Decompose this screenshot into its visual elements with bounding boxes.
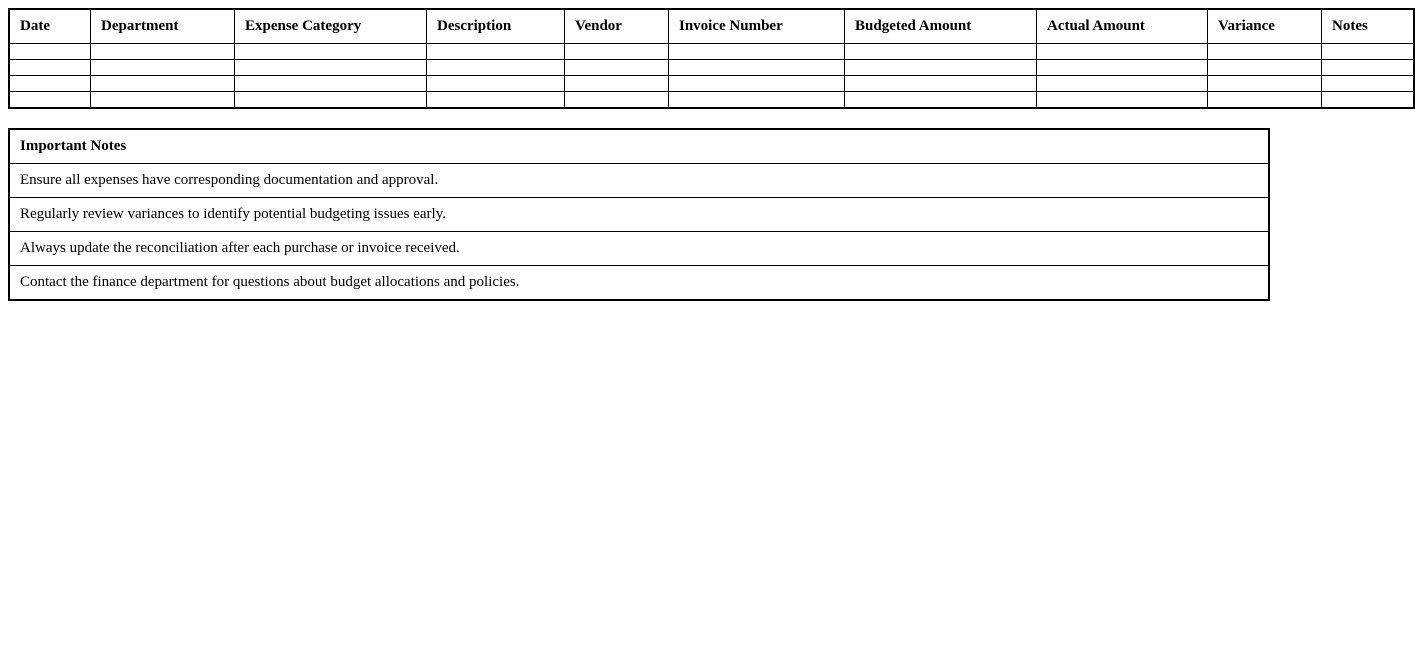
- empty-cell: [565, 60, 669, 76]
- empty-cell: [845, 60, 1037, 76]
- column-header-invoice-number: Invoice Number: [669, 9, 845, 44]
- note-row: [9, 164, 1269, 198]
- empty-cell: [91, 76, 235, 92]
- empty-cell: [1208, 76, 1322, 92]
- empty-cell: [1322, 92, 1415, 109]
- expense-table-header-row: [9, 9, 1414, 44]
- empty-cell: [669, 44, 845, 60]
- empty-cell: [91, 60, 235, 76]
- empty-cell: [235, 60, 427, 76]
- column-header-variance: Variance: [1208, 9, 1322, 44]
- empty-cell: [91, 92, 235, 109]
- column-header-department: Department: [91, 9, 235, 44]
- note-item: Regularly review variances to identify potential budgeting issues early.: [9, 198, 1269, 232]
- empty-cell: [565, 92, 669, 109]
- note-row: [9, 232, 1269, 266]
- note-row: [9, 266, 1269, 301]
- empty-cell: [1208, 92, 1322, 109]
- empty-cell: [427, 92, 565, 109]
- note-item: Contact the finance department for questions about budget allocations and policies.: [9, 266, 1269, 301]
- empty-cell: [9, 60, 91, 76]
- empty-cell: [1037, 44, 1208, 60]
- empty-cell: [235, 44, 427, 60]
- expense-table-body: [9, 44, 1414, 109]
- empty-cell: [845, 76, 1037, 92]
- empty-cell: [1322, 44, 1415, 60]
- expense-empty-row: [9, 44, 1414, 60]
- column-header-description: Description: [427, 9, 565, 44]
- empty-cell: [845, 92, 1037, 109]
- empty-cell: [1037, 76, 1208, 92]
- important-notes-table: [8, 128, 1270, 301]
- expense-empty-row: [9, 76, 1414, 92]
- empty-cell: [91, 44, 235, 60]
- column-header-actual-amount: Actual Amount: [1037, 9, 1208, 44]
- empty-cell: [565, 76, 669, 92]
- expense-reconciliation-table: [8, 8, 1415, 109]
- notes-title-row: [9, 129, 1269, 164]
- empty-cell: [427, 60, 565, 76]
- column-header-notes: Notes: [1322, 9, 1415, 44]
- empty-cell: [669, 76, 845, 92]
- empty-cell: [565, 44, 669, 60]
- empty-cell: [1322, 76, 1415, 92]
- note-row: [9, 198, 1269, 232]
- empty-cell: [235, 92, 427, 109]
- empty-cell: [1037, 60, 1208, 76]
- empty-cell: [427, 44, 565, 60]
- empty-cell: [427, 76, 565, 92]
- empty-cell: [669, 92, 845, 109]
- column-header-budgeted-amount: Budgeted Amount: [845, 9, 1037, 44]
- expense-empty-row: [9, 60, 1414, 76]
- empty-cell: [9, 44, 91, 60]
- empty-cell: [235, 76, 427, 92]
- empty-cell: [1208, 44, 1322, 60]
- expense-empty-row: [9, 92, 1414, 109]
- column-header-expense-category: Expense Category: [235, 9, 427, 44]
- column-header-date: Date: [9, 9, 91, 44]
- note-item: Always update the reconciliation after each purchase or invoice received.: [9, 232, 1269, 266]
- empty-cell: [1322, 60, 1415, 76]
- empty-cell: [669, 60, 845, 76]
- notes-title: Important Notes: [9, 129, 1269, 164]
- empty-cell: [9, 76, 91, 92]
- empty-cell: [9, 92, 91, 109]
- note-item: Ensure all expenses have corresponding documentation and approval.: [9, 164, 1269, 198]
- empty-cell: [845, 44, 1037, 60]
- empty-cell: [1208, 60, 1322, 76]
- column-header-vendor: Vendor: [565, 9, 669, 44]
- empty-cell: [1037, 92, 1208, 109]
